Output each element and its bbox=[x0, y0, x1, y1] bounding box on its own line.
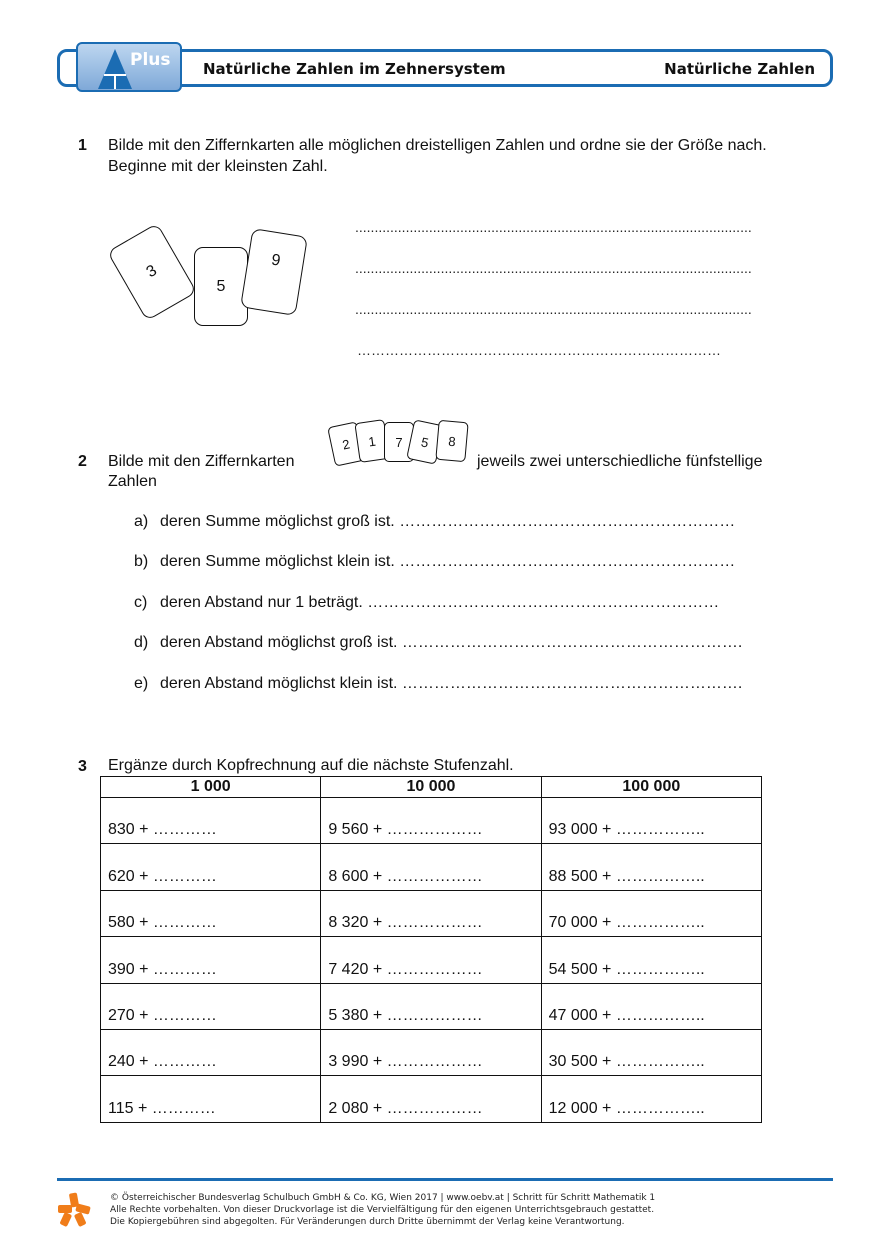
answer-dots[interactable]: ………………………………………………………. bbox=[401, 675, 743, 692]
digit-card: 5 bbox=[194, 247, 248, 326]
table-cell[interactable]: 7 420 + ……………… bbox=[321, 937, 541, 983]
answer-line[interactable]: ...................................................................................................... bbox=[355, 219, 752, 235]
table-cell[interactable]: 93 000 + …………….. bbox=[541, 798, 761, 844]
task3-text: Ergänze durch Kopfrechnung auf die nächste Stufenzahl. bbox=[108, 757, 514, 774]
table-cell[interactable]: 240 + ………… bbox=[101, 1029, 321, 1075]
table-row bbox=[101, 983, 762, 1029]
task2-number: 2 bbox=[78, 453, 87, 470]
table-cell[interactable]: 30 500 + …………….. bbox=[541, 1029, 761, 1075]
section-title: Natürliche Zahlen bbox=[664, 60, 815, 78]
table-row bbox=[101, 1076, 762, 1122]
digit-card: 9 bbox=[240, 228, 308, 316]
table-row bbox=[101, 890, 762, 936]
table-row bbox=[101, 798, 762, 844]
digit-card-small: 5 bbox=[406, 419, 444, 464]
table-cell[interactable]: 2 080 + ……………… bbox=[321, 1076, 541, 1122]
answer-dots[interactable]: ……………………………………………………… bbox=[399, 513, 736, 530]
subtask-d: d) deren Abstand möglichst groß ist. ………………………………………………………. bbox=[134, 634, 743, 651]
table-cell[interactable]: 830 + ………… bbox=[101, 798, 321, 844]
plus-logo bbox=[76, 42, 182, 92]
task2-text-line2: Zahlen bbox=[108, 473, 157, 490]
table-cell[interactable]: 3 990 + ……………… bbox=[321, 1029, 541, 1075]
answer-dots[interactable]: ………………………………………………………… bbox=[367, 594, 720, 611]
digit-card: 3 bbox=[107, 223, 197, 321]
table-cell[interactable]: 8 320 + ……………… bbox=[321, 890, 541, 936]
answer-line[interactable]: …………………………………………………………………… bbox=[357, 342, 721, 358]
task2-text-after: jeweils zwei unterschiedliche fünfstellige bbox=[477, 453, 763, 470]
digit-card-small: 2 bbox=[327, 421, 365, 466]
pyramid-icon bbox=[98, 49, 132, 89]
subtask-a: a) deren Summe möglichst groß ist. ……………………………………………………… bbox=[134, 513, 736, 530]
logo-text: Plus bbox=[130, 50, 171, 70]
table-row bbox=[101, 937, 762, 983]
table-cell[interactable]: 270 + ………… bbox=[101, 983, 321, 1029]
table-cell[interactable]: 620 + ………… bbox=[101, 844, 321, 890]
subtask-b: b) deren Summe möglichst klein ist. ……………………………………………………… bbox=[134, 553, 736, 570]
digit-card-small: 7 bbox=[384, 422, 414, 462]
digit-card-small: 8 bbox=[435, 420, 468, 462]
column-header: 100 000 bbox=[541, 777, 761, 798]
table-cell[interactable]: 9 560 + ……………… bbox=[321, 798, 541, 844]
table-cell[interactable]: 12 000 + …………….. bbox=[541, 1076, 761, 1122]
table-row bbox=[101, 1029, 762, 1075]
table-cell[interactable]: 54 500 + …………….. bbox=[541, 937, 761, 983]
task1-line2: Beginne mit der kleinsten Zahl. bbox=[108, 158, 328, 175]
table-cell[interactable]: 8 600 + ……………… bbox=[321, 844, 541, 890]
subtask-c: c) deren Abstand nur 1 beträgt. ………………………………………………………… bbox=[134, 594, 720, 611]
task3-number: 3 bbox=[78, 758, 87, 775]
answer-dots[interactable]: ………………………………………………………. bbox=[401, 634, 743, 651]
subtask-e: e) deren Abstand möglichst klein ist. ………………………………………………………. bbox=[134, 675, 743, 692]
digit-card-small: 1 bbox=[354, 419, 389, 463]
table-cell[interactable]: 115 + ………… bbox=[101, 1076, 321, 1122]
answer-line[interactable]: ...................................................................................................... bbox=[355, 301, 752, 317]
table-cell[interactable]: 70 000 + …………….. bbox=[541, 890, 761, 936]
footer-divider bbox=[57, 1178, 833, 1181]
table-cell[interactable]: 47 000 + …………….. bbox=[541, 983, 761, 1029]
column-header: 10 000 bbox=[321, 777, 541, 798]
footer-copyright: © Österreichischer Bundesverlag Schulbuch GmbH & Co. KG, Wien 2017 | www.oebv.at | Schritt für Schritt Mathematik 1 Alle Rechte vorbehalten. Von dieser Druckvorlage ist die Vervielfältigung für den eigenen Unterrichtsgebrauch gestattet. Die Kopiergebühren sind abgegolten. Für Veränderungen durch Dritte übernimmt der Verlag keine Verantwortung. bbox=[110, 1193, 656, 1227]
addition-table bbox=[100, 776, 762, 1123]
publisher-logo-icon bbox=[56, 1191, 92, 1232]
task1-number: 1 bbox=[78, 137, 87, 154]
task1-line1: Bilde mit den Ziffernkarten alle möglichen dreistelligen Zahlen und ordne sie der Größe nach. bbox=[108, 137, 767, 154]
table-cell[interactable]: 390 + ………… bbox=[101, 937, 321, 983]
table-cell[interactable]: 580 + ………… bbox=[101, 890, 321, 936]
page-title: Natürliche Zahlen im Zehnersystem bbox=[203, 60, 506, 78]
task2-text-before: Bilde mit den Ziffernkarten bbox=[108, 453, 295, 470]
answer-line[interactable]: ...................................................................................................... bbox=[355, 260, 752, 276]
table-row bbox=[101, 844, 762, 890]
table-cell[interactable]: 88 500 + …………….. bbox=[541, 844, 761, 890]
column-header: 1 000 bbox=[101, 777, 321, 798]
answer-dots[interactable]: ……………………………………………………… bbox=[399, 553, 736, 570]
table-cell[interactable]: 5 380 + ……………… bbox=[321, 983, 541, 1029]
